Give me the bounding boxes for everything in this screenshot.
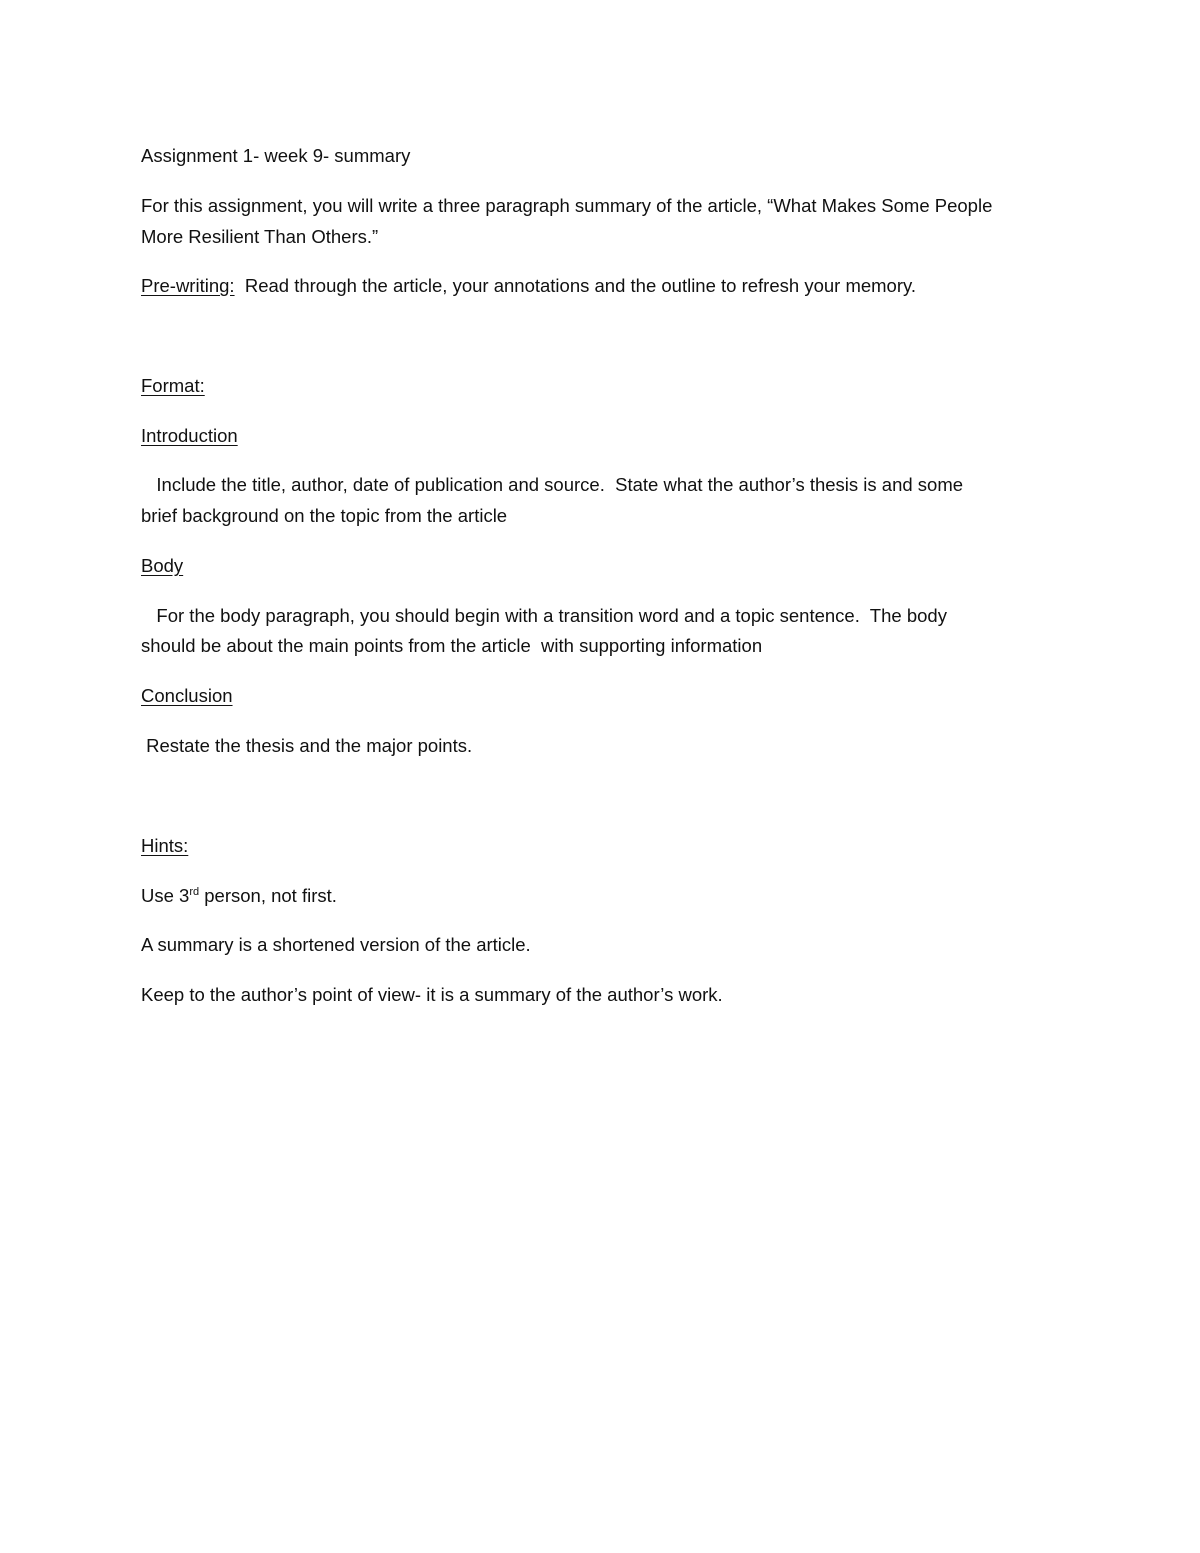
body-line-2: should be about the main points from the article with supporting information	[141, 635, 763, 656]
prewriting-label: Pre-writing:	[141, 275, 235, 296]
intro-line-2: More Resilient Than Others.”	[141, 226, 379, 247]
hint-1-before: Use 3	[141, 885, 190, 906]
introduction-line-1: Include the title, author, date of publication and source. State what the author’s thesis is and some	[141, 474, 964, 495]
body-line-1: For the body paragraph, you should begin with a transition word and a topic sentence. The body	[141, 605, 947, 626]
document-title: Assignment 1- week 9- summary	[141, 145, 411, 166]
hint-3: Keep to the author’s point of view- it is a summary of the author’s work.	[141, 984, 723, 1005]
format-heading: Format:	[141, 375, 205, 396]
intro-line-1: For this assignment, you will write a three paragraph summary of the article, “What Makes Some People	[141, 195, 993, 216]
hint-2: A summary is a shortened version of the article.	[141, 934, 531, 955]
prewriting-paragraph	[141, 275, 916, 297]
prewriting-text: Read through the article, your annotations and the outline to refresh your memory.	[234, 275, 917, 296]
hint-1	[141, 885, 337, 907]
introduction-heading: Introduction	[141, 425, 238, 446]
hints-heading: Hints:	[141, 835, 189, 856]
hint-1-superscript: rd	[189, 886, 200, 898]
hint-1-after: person, not first.	[199, 885, 337, 906]
body-heading: Body	[141, 555, 184, 576]
conclusion-text: Restate the thesis and the major points.	[141, 735, 473, 756]
conclusion-heading: Conclusion	[141, 685, 233, 706]
introduction-line-2: brief background on the topic from the article	[141, 505, 508, 526]
